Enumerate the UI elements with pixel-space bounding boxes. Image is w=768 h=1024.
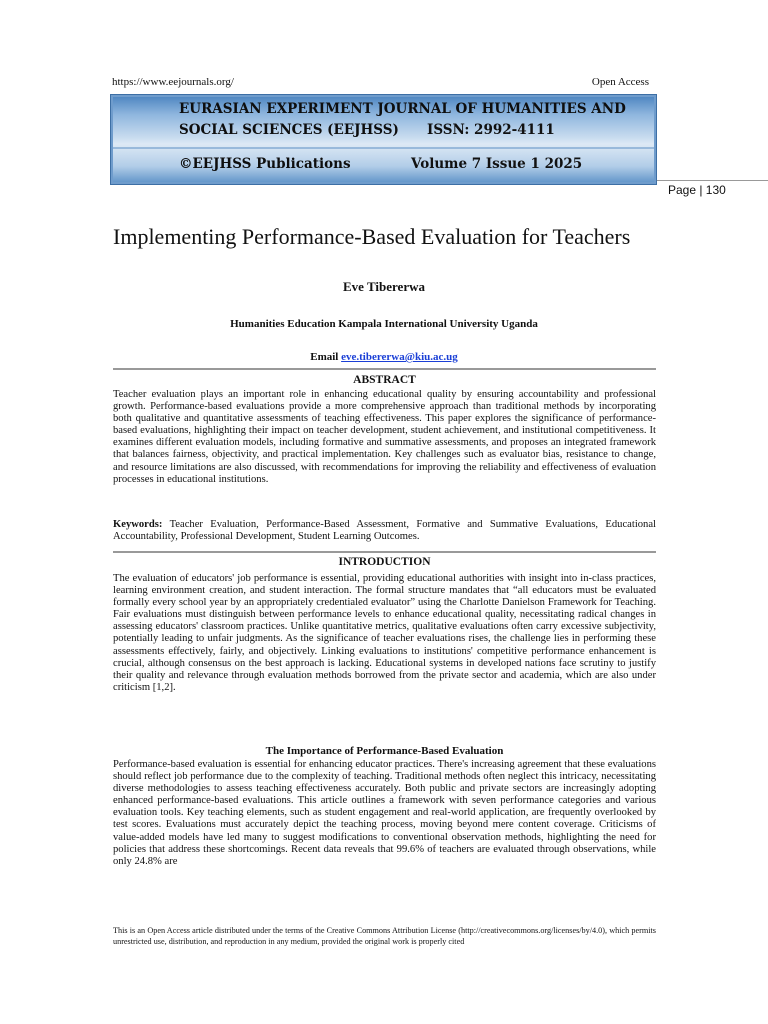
abstract-bottom-rule	[113, 551, 656, 553]
abstract-top-rule	[113, 368, 656, 370]
journal-issn: ISSN: 2992-4111	[427, 122, 555, 138]
author-email-line	[0, 351, 768, 363]
journal-publisher: ©EEJHSS Publications	[179, 156, 351, 172]
article-author: Eve Tibererwa	[343, 279, 425, 294]
keywords-label: Keywords:	[113, 519, 163, 530]
license-footer: This is an Open Access article distributed under the terms of the Creative Commons Attribution License (http://creativecommons.org/licenses/by/4.0), which permits unrestricted use, distribution, and reproduction in any medium, provided the original work is properly cited	[113, 926, 656, 946]
author-email-link[interactable]: eve.tibererwa@kiu.ac.ug	[341, 351, 458, 363]
journal-url: https://www.eejournals.org/	[112, 76, 234, 88]
keywords	[113, 519, 656, 543]
keywords-text: Teacher Evaluation, Performance-Based Assessment, Formative and Summative Evaluations, Educational Accountability, Professional Development, Student Learning Outcomes.	[113, 519, 656, 543]
importance-heading: The Importance of Performance-Based Evaluation	[265, 745, 504, 757]
introduction-heading: INTRODUCTION	[338, 556, 431, 568]
open-access-label: Open Access	[591, 76, 649, 88]
journal-volume: Volume 7 Issue 1 2025	[411, 156, 583, 172]
author-affiliation: Humanities Education Kampala International University Uganda	[230, 318, 538, 330]
journal-name-line2: SOCIAL SCIENCES (EEJHSS)	[179, 122, 399, 138]
introduction-text: The evaluation of educators' job performance is essential, providing educational authorities with insight into in-class practices, learning environment creation, and student interaction. The formal structure mandates that “all educators must be evaluated formally every school year by an appropriately credentialed evaluator” using the Charlotte Danielson Framework for Teaching. Fair evaluations must distinguish between performance levels to enhance educational quality, necessitating radical changes in assessing educators' classroom practices. Unlike quantitative metrics, qualitative evaluations often carry excessive subjectivity, potentially leading to unfair judgments. As the significance of teacher evaluations rises, the challenge lies in performing these assessments effectively, fairly, and objectively. Linking evaluations to institutions' competitive performance enhancement is crucial, although consensus on the best approach is lacking. Educational systems in developed nations face scrutiny to justify their quality and relevance through evaluation methods borrowed from the private sector and academia, which are also under criticism [1,2].	[113, 573, 656, 693]
email-label: Email	[310, 351, 339, 363]
importance-text: Performance-based evaluation is essential for enhancing educator practices. There's increasing agreement that these evaluations should reflect job performance due to the complexity of teaching. Traditional methods often neglect this intricacy, necessitating diverse methodologies to assess teaching effectiveness accurately. Both public and private sectors are increasingly adopting enhanced performance-based evaluations. This article outlines a framework with seven performance categories and various evaluation tools. Key teaching elements, such as student engagement and real-world application, are frequently overlooked by test scores. Evaluations must accurately depict the teaching process, moving beyond mere content coverage. Criticisms of value-added models have led many to suggest modifications to conventional observation methods, highlighting the need for policies that address these shortcomings. Recent data reveals that 99.6% of teachers are evaluated through observations, while only 24.8% are	[113, 759, 656, 867]
abstract-text: Teacher evaluation plays an important role in enhancing educational quality by ensuring accountability and professional growth. Performance-based evaluations provide a more comprehensive approach than traditional methods by incorporating both qualitative and quantitative assessments of teaching effectiveness. This paper explores the significance of performance-based evaluations, highlighting their impact on teacher development, student achievement, and institutional competitiveness. It examines different evaluation models, including formative and summative assessments, and proposes an integrated framework that balances fairness, objectivity, and practical implementation. Key challenges such as evaluator bias, resistance to change, and resource limitations are also discussed, with recommendations for improving the reliability and effectiveness of evaluation processes in educational institutions.	[113, 389, 656, 485]
banner-divider	[111, 147, 656, 149]
page-divider	[657, 180, 768, 181]
page-number: Page | 130	[668, 183, 726, 197]
article-title: Implementing Performance-Based Evaluation for Teachers	[113, 224, 631, 249]
abstract-heading: ABSTRACT	[353, 374, 416, 386]
journal-name-line1: EURASIAN EXPERIMENT JOURNAL OF HUMANITIES AND	[179, 101, 626, 117]
journal-banner	[110, 94, 657, 185]
